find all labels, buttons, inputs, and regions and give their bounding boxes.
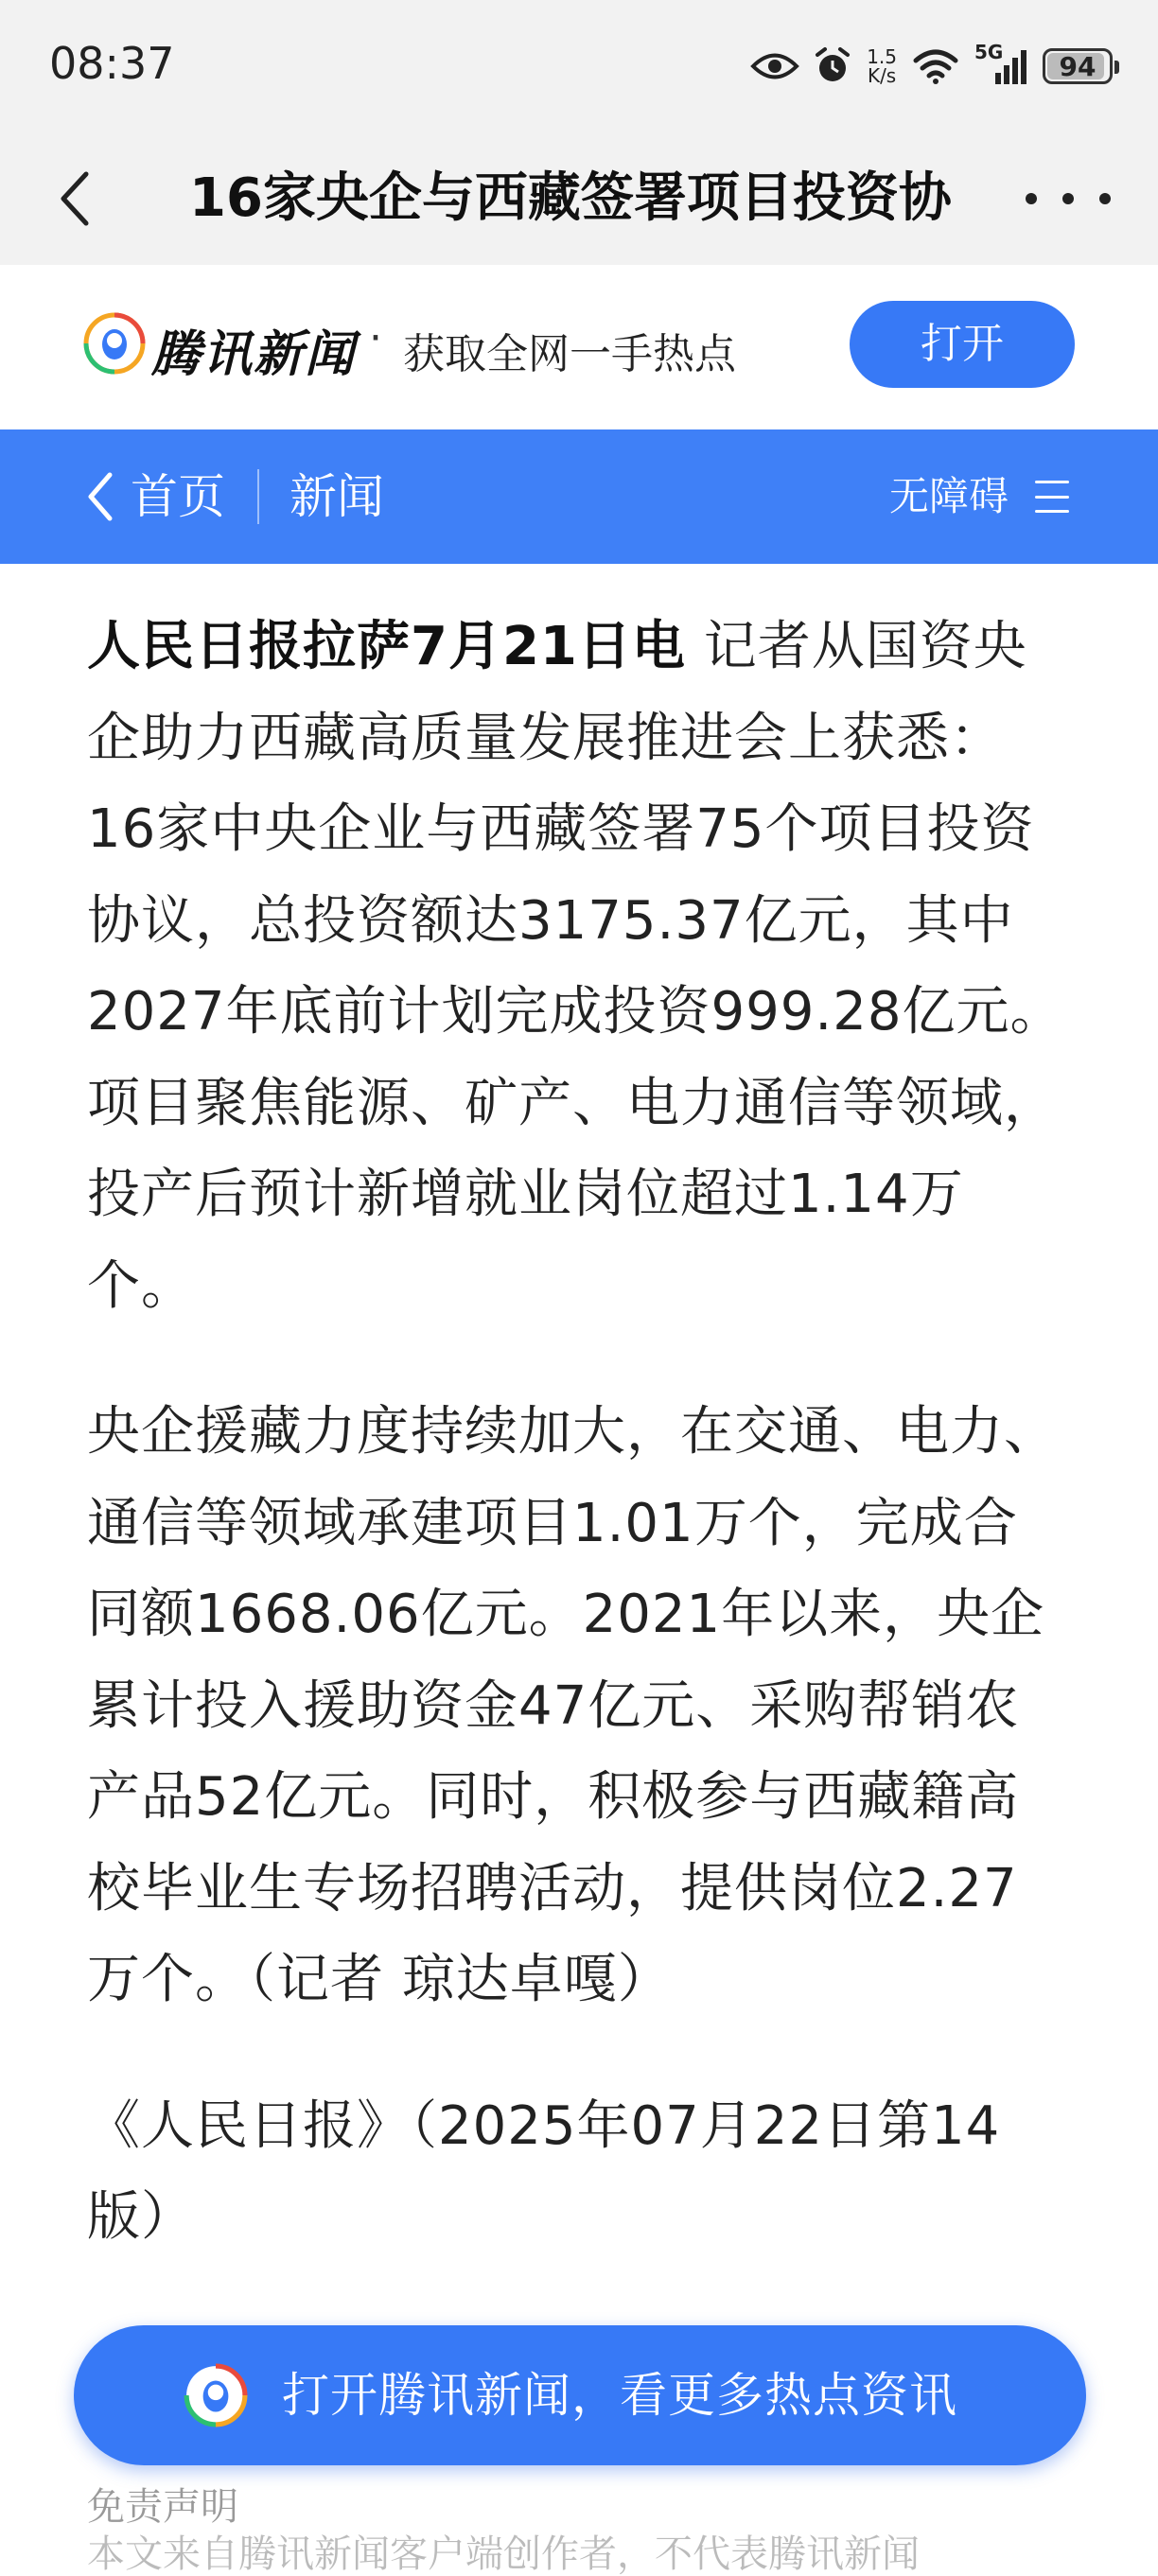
promo-slogan: 获取全网一手热点 xyxy=(403,330,736,378)
network-speed xyxy=(867,47,897,85)
article-body xyxy=(87,602,1071,2264)
promo-brand: 腾讯新闻 xyxy=(151,326,357,383)
alarm-icon xyxy=(814,47,851,85)
wifi-icon xyxy=(912,47,959,85)
title-bar xyxy=(0,132,1158,265)
open-app-button-top[interactable]: 打开 xyxy=(850,301,1075,388)
status-icons xyxy=(751,38,1113,95)
article-paragraph-1 xyxy=(87,602,1071,1332)
network-speed-value: 1.5 xyxy=(867,45,897,68)
menu-icon[interactable] xyxy=(1035,481,1069,513)
back-button[interactable] xyxy=(45,161,102,237)
page-title: 16家央企与西藏签署项目投资协 xyxy=(189,167,952,229)
tencent-news-logo-icon xyxy=(184,2363,248,2427)
article-paragraph-2: 央企援藏力度持续加大，在交通、电力、通信等领域承建项目1.01万个，完成合同额1668.06亿元。2021年以来，央企累计投入援助资金47亿元、采购帮销农产品52亿元。同时，积极参与西藏籍高校毕业生专场招聘活动，提供岗位2.27万个。（记者 琼达卓嘎） xyxy=(87,1401,1058,2010)
chevron-left-icon xyxy=(58,170,90,227)
disclaimer-text xyxy=(87,2532,1071,2576)
article-source: 《人民日报》（2025年07月22日第14版） xyxy=(87,2094,1001,2248)
tencent-news-logo-icon xyxy=(83,312,146,375)
accessibility-link[interactable]: 无障碍 xyxy=(888,473,1009,519)
nav-home-link[interactable]: 首页 xyxy=(131,469,225,524)
open-app-label: 打开腾讯新闻，看更多热点资讯 xyxy=(282,2368,957,2423)
more-dots-icon xyxy=(1026,193,1037,204)
disclaimer-text-partial: 本文来自腾讯新闻客户端创作者，不代表腾讯新闻 xyxy=(87,2532,920,2576)
network-speed-unit: K/s xyxy=(867,64,897,87)
paragraph-1-text: 记者从国资央企助力西藏高质量发展推进会上获悉：16家中央企业与西藏签署75个项目投资协议，总投资额达3175.37亿元，其中2027年底前计划完成投资999.28亿元。项目聚焦能源、矿产、电力通信等领域，投产后预计新增就业岗位超过1.14万个。 xyxy=(87,616,1064,1317)
more-options-button[interactable] xyxy=(1026,170,1111,227)
site-nav-bar xyxy=(0,429,1158,564)
disclaimer-title: 免责声明 xyxy=(87,2485,238,2529)
eye-icon xyxy=(751,50,798,82)
battery-level: 94 xyxy=(1059,50,1097,82)
article-dateline: 人民日报拉萨7月21日电 xyxy=(87,616,686,677)
network-type: 5G xyxy=(974,41,1004,63)
battery-icon xyxy=(1043,48,1113,84)
app-promo-banner xyxy=(0,265,1158,431)
open-app-button-bottom[interactable] xyxy=(74,2325,1086,2465)
nav-divider xyxy=(257,469,259,524)
status-time: 08:37 xyxy=(49,38,175,89)
nav-news-link[interactable]: 新闻 xyxy=(290,469,384,524)
chevron-left-icon[interactable] xyxy=(85,471,114,522)
status-bar xyxy=(0,0,1158,132)
separator-dot: · xyxy=(369,314,382,362)
cellular-signal-icon xyxy=(974,41,1027,86)
